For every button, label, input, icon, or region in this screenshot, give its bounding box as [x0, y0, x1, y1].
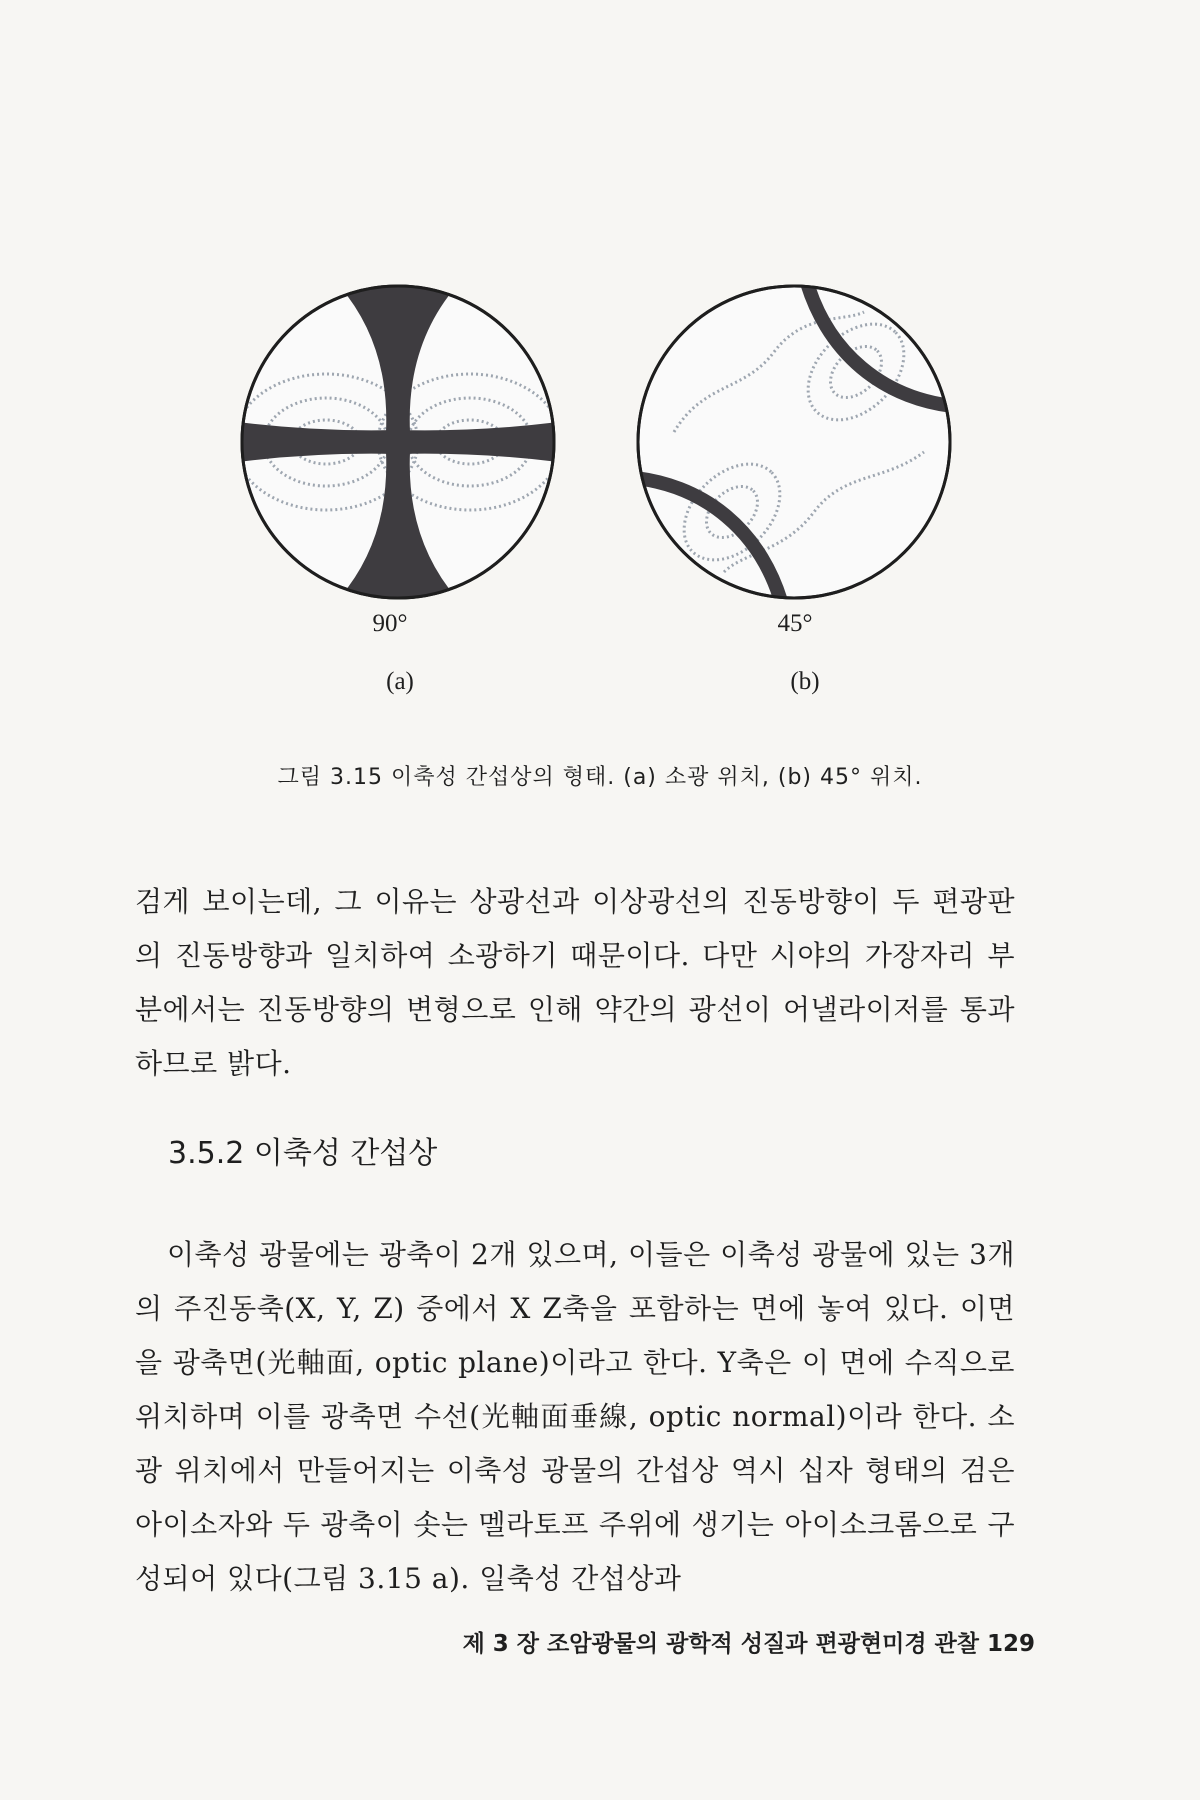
figure-caption: 그림 3.15 이축성 간섭상의 형태. (a) 소광 위치, (b) 45° 위치. [277, 765, 923, 790]
body-paragraph-2: 이축성 광물에는 광축이 2개 있으며, 이들은 이축성 광물에 있는 3개의 주진동축(X, Y, Z) 중에서 X Z축을 포함하는 면에 놓여 있다. 이면을 광축면(光軸面, optic plane)이라고 한다. Y축은 이 면에 수직으로 위치하며 이를 광축면 수선(光軸面垂線, optic normal)이라 한다. 소광 위치에서 만들어지는 이축성 광물의 간섭상 역시 십자 형태의 검은 아이소자와 두 광축이 솟는 멜라토프 주위에 생기는 아이소크롬으로 구성되어 있다(그림 3.15 a). 일축성 간섭상과 [135, 1238, 1015, 1595]
running-footer: 제 3 장 조암광물의 광학적 성질과 편광현미경 관찰 129 [462, 1631, 1035, 1657]
angle-label-a: 90° [372, 610, 408, 637]
interference-figure-b [634, 282, 954, 602]
angle-label-b: 45° [777, 610, 813, 637]
interference-figure-a [238, 282, 558, 602]
panel-label-b: (b) [790, 668, 820, 695]
section-heading: 3.5.2 이축성 간섭상 [168, 1136, 438, 1171]
isogyre-cross [238, 282, 558, 602]
body-paragraph-1: 검게 보이는데, 그 이유는 상광선과 이상광선의 진동방향이 두 편광판의 진동방향과 일치하여 소광하기 때문이다. 다만 시야의 가장자리 부분에서는 진동방향의 변형으로 인해 약간의 광선이 어낼라이저를 통과하므로 밝다. [135, 885, 1015, 1080]
figure-3-15 [0, 0, 1200, 740]
panel-label-a: (a) [386, 668, 414, 695]
